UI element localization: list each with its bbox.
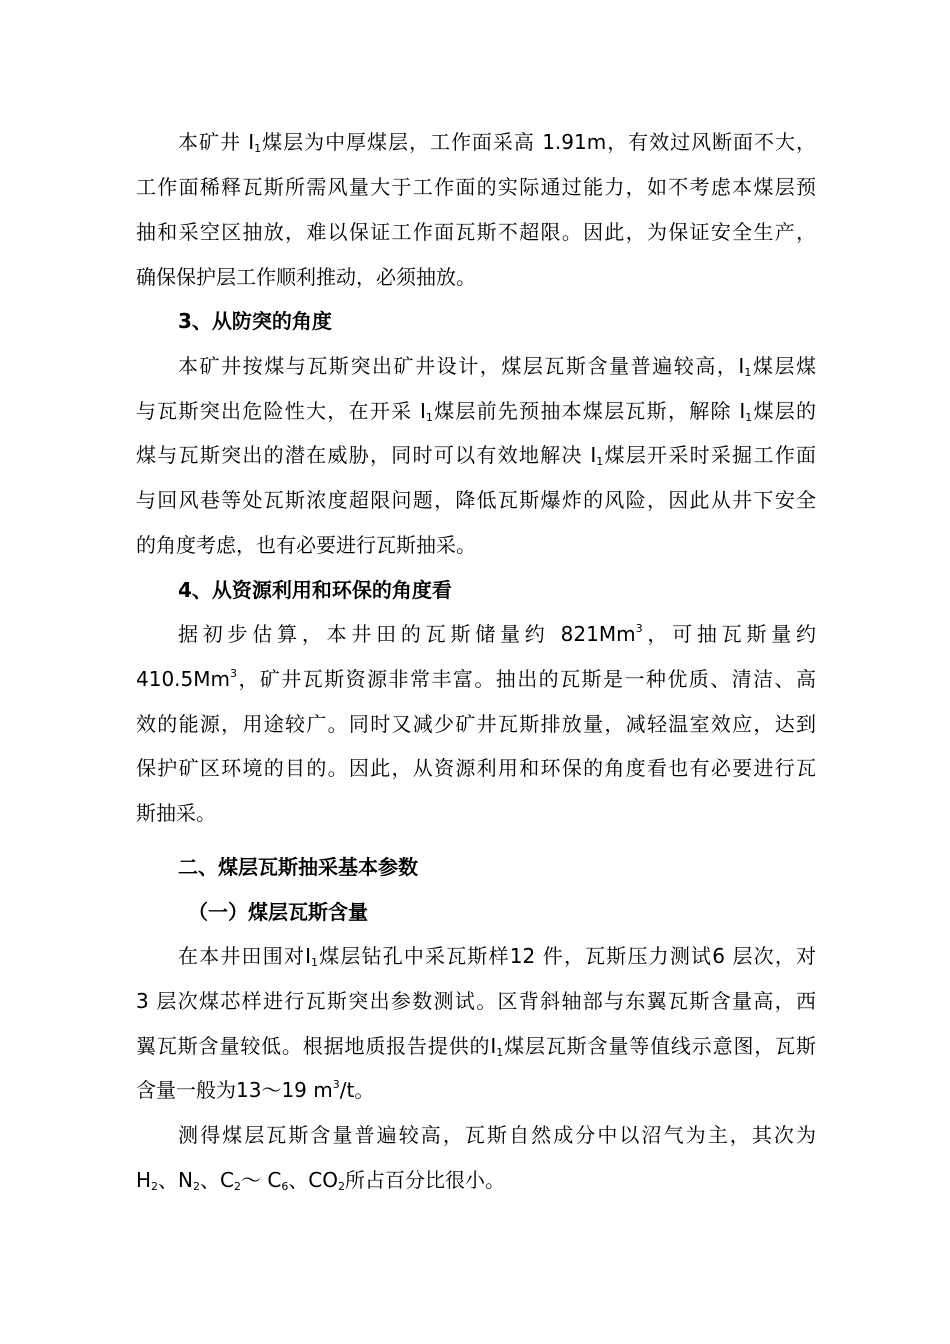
- paragraph-5-line-1: 测得煤层瓦斯含量普遍较高，瓦斯自然成分中以沼气为主，其次为: [178, 1123, 816, 1147]
- paragraph-1-line-3: 抽和采空区抽放，难以保证工作面瓦斯不超限。因此，为保证安全生产，: [136, 220, 816, 244]
- paragraph-3-line-5: 斯抽采。: [136, 801, 216, 825]
- paragraph-2-line-4: 与回风巷等处瓦斯浓度超限问题，降低瓦斯爆炸的风险，因此从井下安全: [136, 488, 816, 512]
- paragraph-4-line-1: 在本井田围对$I_1$煤层钻孔中采瓦斯样12 件，瓦斯压力测试6 层次，对: [178, 944, 816, 969]
- paragraph-2-line-5: 的角度考虑，也有必要进行瓦斯抽采。: [136, 533, 476, 557]
- heading-4: 4、从资源利用和环保的角度看: [178, 578, 452, 602]
- heading-3: 3、从防突的角度: [178, 309, 332, 333]
- paragraph-3-line-1: 据初步估算，本井田的瓦斯储量约 821Mm$^3$，可抽瓦斯量约: [178, 622, 816, 646]
- paragraph-2-line-2: 与瓦斯突出危险性大，在开采 $I_1$煤层前先预抽本煤层瓦斯，解除 $I_1$煤层的: [136, 399, 816, 424]
- paragraph-3-line-2: 410.5Mm$^3$，矿井瓦斯资源非常丰富。抽出的瓦斯是一种优质、清洁、高: [136, 667, 816, 691]
- paragraph-3-line-4: 保护矿区环境的目的。因此，从资源利用和环保的角度看也有必要进行瓦: [136, 756, 816, 780]
- section-2-heading: 二、煤层瓦斯抽采基本参数: [178, 855, 418, 879]
- paragraph-2-line-3: 煤与瓦斯突出的潜在威胁，同时可以有效地解决 $I_1$煤层开采时采掘工作面: [136, 443, 816, 468]
- paragraph-2-line-1: 本矿井按煤与瓦斯突出矿井设计，煤层瓦斯含量普遍较高，$I_1$煤层煤: [178, 354, 816, 379]
- paragraph-3-line-3: 效的能源，用途较广。同时又减少矿井瓦斯排放量，减轻温室效应，达到: [136, 712, 816, 736]
- paragraph-4-line-3: 翼瓦斯含量较低。根据地质报告提供的$I_1$煤层瓦斯含量等值线示意图，瓦斯: [136, 1034, 816, 1059]
- paragraph-5-line-2: $H_2$、$N_2$、$C_2\sim$ $C_6$、$CO_2$所占百分比很小。: [136, 1168, 506, 1193]
- subsection-1-heading: （一）煤层瓦斯含量: [188, 900, 368, 924]
- paragraph-4-line-4: 含量一般为13～19 $m^3/t$。: [136, 1078, 375, 1102]
- paragraph-4-line-2: 3 层次煤芯样进行瓦斯突出参数测试。区背斜轴部与东翼瓦斯含量高，西: [136, 989, 816, 1013]
- paragraph-1-line-2: 工作面稀释瓦斯所需风量大于工作面的实际通过能力，如不考虑本煤层预: [136, 175, 816, 199]
- paragraph-1-line-1: 本矿井 $I_1$煤层为中厚煤层，工作面采高 1.91m，有效过风断面不大，: [178, 130, 816, 155]
- paragraph-1-line-4: 确保保护层工作顺利推动，必须抽放。: [136, 265, 476, 289]
